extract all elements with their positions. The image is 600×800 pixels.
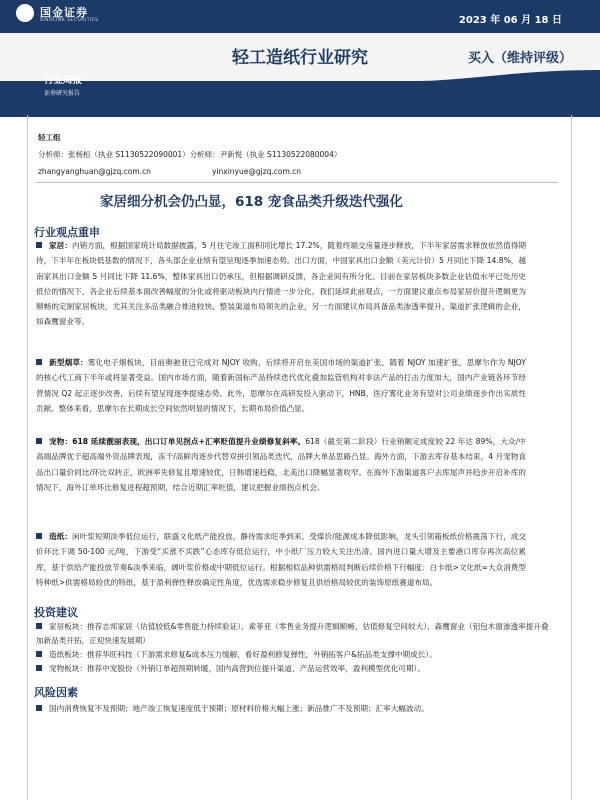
bullet-square-icon <box>36 665 42 671</box>
headline: 家居细分机会仍凸显，618 宠食品类升级迭代强化 <box>100 194 403 210</box>
invest-item: 家居板块：推荐志邦家居（估值较低&零售能力持续验证）、索菲亚（零售业务提升逻辑顺畅，估值修复空间较大）、森鹰窗业（铝包木窗渗透率提升叠加新品类开拓，正迎快速发展期） <box>36 622 549 645</box>
analyst-group: 轻工组 <box>38 133 61 142</box>
bullet-square-icon <box>36 705 42 711</box>
invest-item: 宠物板块：推荐中宠股份（外销订单超预期转暖，国内高营到位提升渠道、产品运营效率，盈利模型优化可期）。 <box>36 662 556 676</box>
bullet-square-icon <box>36 438 42 444</box>
sinolink-logo-icon <box>16 4 34 22</box>
invest-item: 造纸板块：推荐华旺科技（下游需求修复&成本压力缓解，看好盈利修复弹性，外销拓客户&拓品类支撑中期成长）。 <box>36 648 556 662</box>
section-title-views: 行业观点重申 <box>34 226 100 239</box>
view-item-paper: 造纸：闲叶浆短期淡季低位运行，联盛文化纸产能投放，静待需求旺季到来。受煤价/能源成本降低影响，龙头引领箱板纸价格震荡下行，成交价环比下调 50-100 元/吨，下游受“买涨不买跌”心态库存低位运行，中小纸厂压力较大关注出清。国内进口量大增及主要港口库存再次高位累库，基于供给产能投放节奏&淡季来临，阔叶浆价格或中期低位运行。根据相似品种供需格局判断后续价格下行幅度：白卡纸>文化纸≈大众消费型特种纸>供需格局较优的特纸，基于盈利弹性释放确定性角度，优选需求稳步修复且供给格局较优的装饰原纸赛道布局。 <box>36 532 526 587</box>
section-title-invest: 投资建议 <box>34 606 78 619</box>
invest-list <box>36 620 556 676</box>
bullet-square-icon <box>36 651 42 657</box>
bullet-square-icon <box>36 359 42 365</box>
bullet-square-icon <box>36 533 42 539</box>
view-item-home: 家居：内销方面，根据国家统计局数据披露，5 月住宅竣工面积同比增长 17.2%，随着终端交房量逐步释放，下半年家居需求释放依然值得期待，下半年在板块低基数的情况下，各头部企业业绩有望呈现逐季加速态势。出口方面，中国家具出口金额（美元计价）5 月同比下降 14.8%，越南家具出口金额 5 月同比下降 11.6%，整体家具出口仍承压，但根据调研反馈，各企业间有所分化。目前在家居板块多数企业估值水平已处历史低位的情况下，各企业后续基本面改善幅度的分化或将驱动板块内行情进一步分化。我们延续此前观点，一方面建议重点布局家居价提升逻辑更为顺畅的定制家居板块，尤其关注多品类融合推进较快、整装渠道布局领先的企业，另一方面建议布局具备品类渗透率提升、渠道扩张逻辑的企业，如森鹰窗业等。 <box>36 241 526 327</box>
rating-badge: 买入（维持评级） <box>468 51 573 66</box>
analyst-email-2[interactable]: yinxinyue@gjzq.com.cn <box>212 167 302 176</box>
divider <box>36 182 558 183</box>
logo-name: 国金证券 <box>40 6 88 19</box>
logo-english: SINOLINK SECURITIES <box>40 18 99 23</box>
bullet-square-icon <box>36 242 42 248</box>
analyst-line: 分析师：张杨桓（执业 S1130522090001）分析师：尹新悦（执业 S1130522080004） <box>38 150 342 159</box>
bullet-square-icon <box>36 623 42 629</box>
analyst-email-1[interactable]: zhangyanghuan@gjzq.com.cn <box>38 167 151 176</box>
report-title: 轻工造纸行业研究 <box>232 48 368 68</box>
section-title-risk: 风险因素 <box>34 686 78 699</box>
report-type: 行业周报 <box>44 75 83 86</box>
view-item-pet: 宠物：618 延续靓丽表现，出口订单见拐点+汇率贬值提升业绩修复斜率。618（截至第二阶段）行业销额定成度较 22 年达 89%，大众/中高端品牌优于超高端外资品牌表现，冻干/高鲜肉逐步代替双拼引领品类迭代，品牌大单品思路凸显。海外方面，下游去库存基本结束，4 月宠物食品出口量价同比/环比双转正，欧洲率先修复且增速较优，日韩增速趋稳，北美出口降幅显著收窄。在海外下游渠道客户去库尾声并趋步开启补库的情况下，海外订单环比修复进程超预期，结合近期汇率贬值，建议把握业绩拐点机会。 <box>36 437 526 492</box>
risk-list <box>36 702 556 716</box>
risk-item: 国内消费恢复不及预期；地产竣工恢复速度低于预期；原材料价格大幅上涨；新品推广不及预期；汇率大幅波动。 <box>36 702 556 716</box>
report-date: 2023 年 06 月 18 日 <box>458 15 562 26</box>
view-item-tobacco: 新型烟草：雾化电子烟板块，目前奥驰亚已完成对 NJOY 收购，后续将开启在美国市场的渠道扩张，随着 NJOY 加速扩张，思摩尔作为 NJOY 的核心代工商下半年或将显著受益。国内市场方面，随着新国标产品持续迭代优化叠加监管机构对非法产品的打击力度加大，国内产业链各环节经营情况 Q2 起正逐步改善，后续有望呈现逐季提速态势。此外，思摩尔在高研发投入驱动下，HNB、医疗雾化业务有望对公司业绩逐步作出实质性贡献。整体来看，思摩尔在长期成长空间依然明显的情况下，长期布局价值凸显。 <box>36 358 526 413</box>
report-sub-label: 证券研究报告 <box>44 90 81 97</box>
